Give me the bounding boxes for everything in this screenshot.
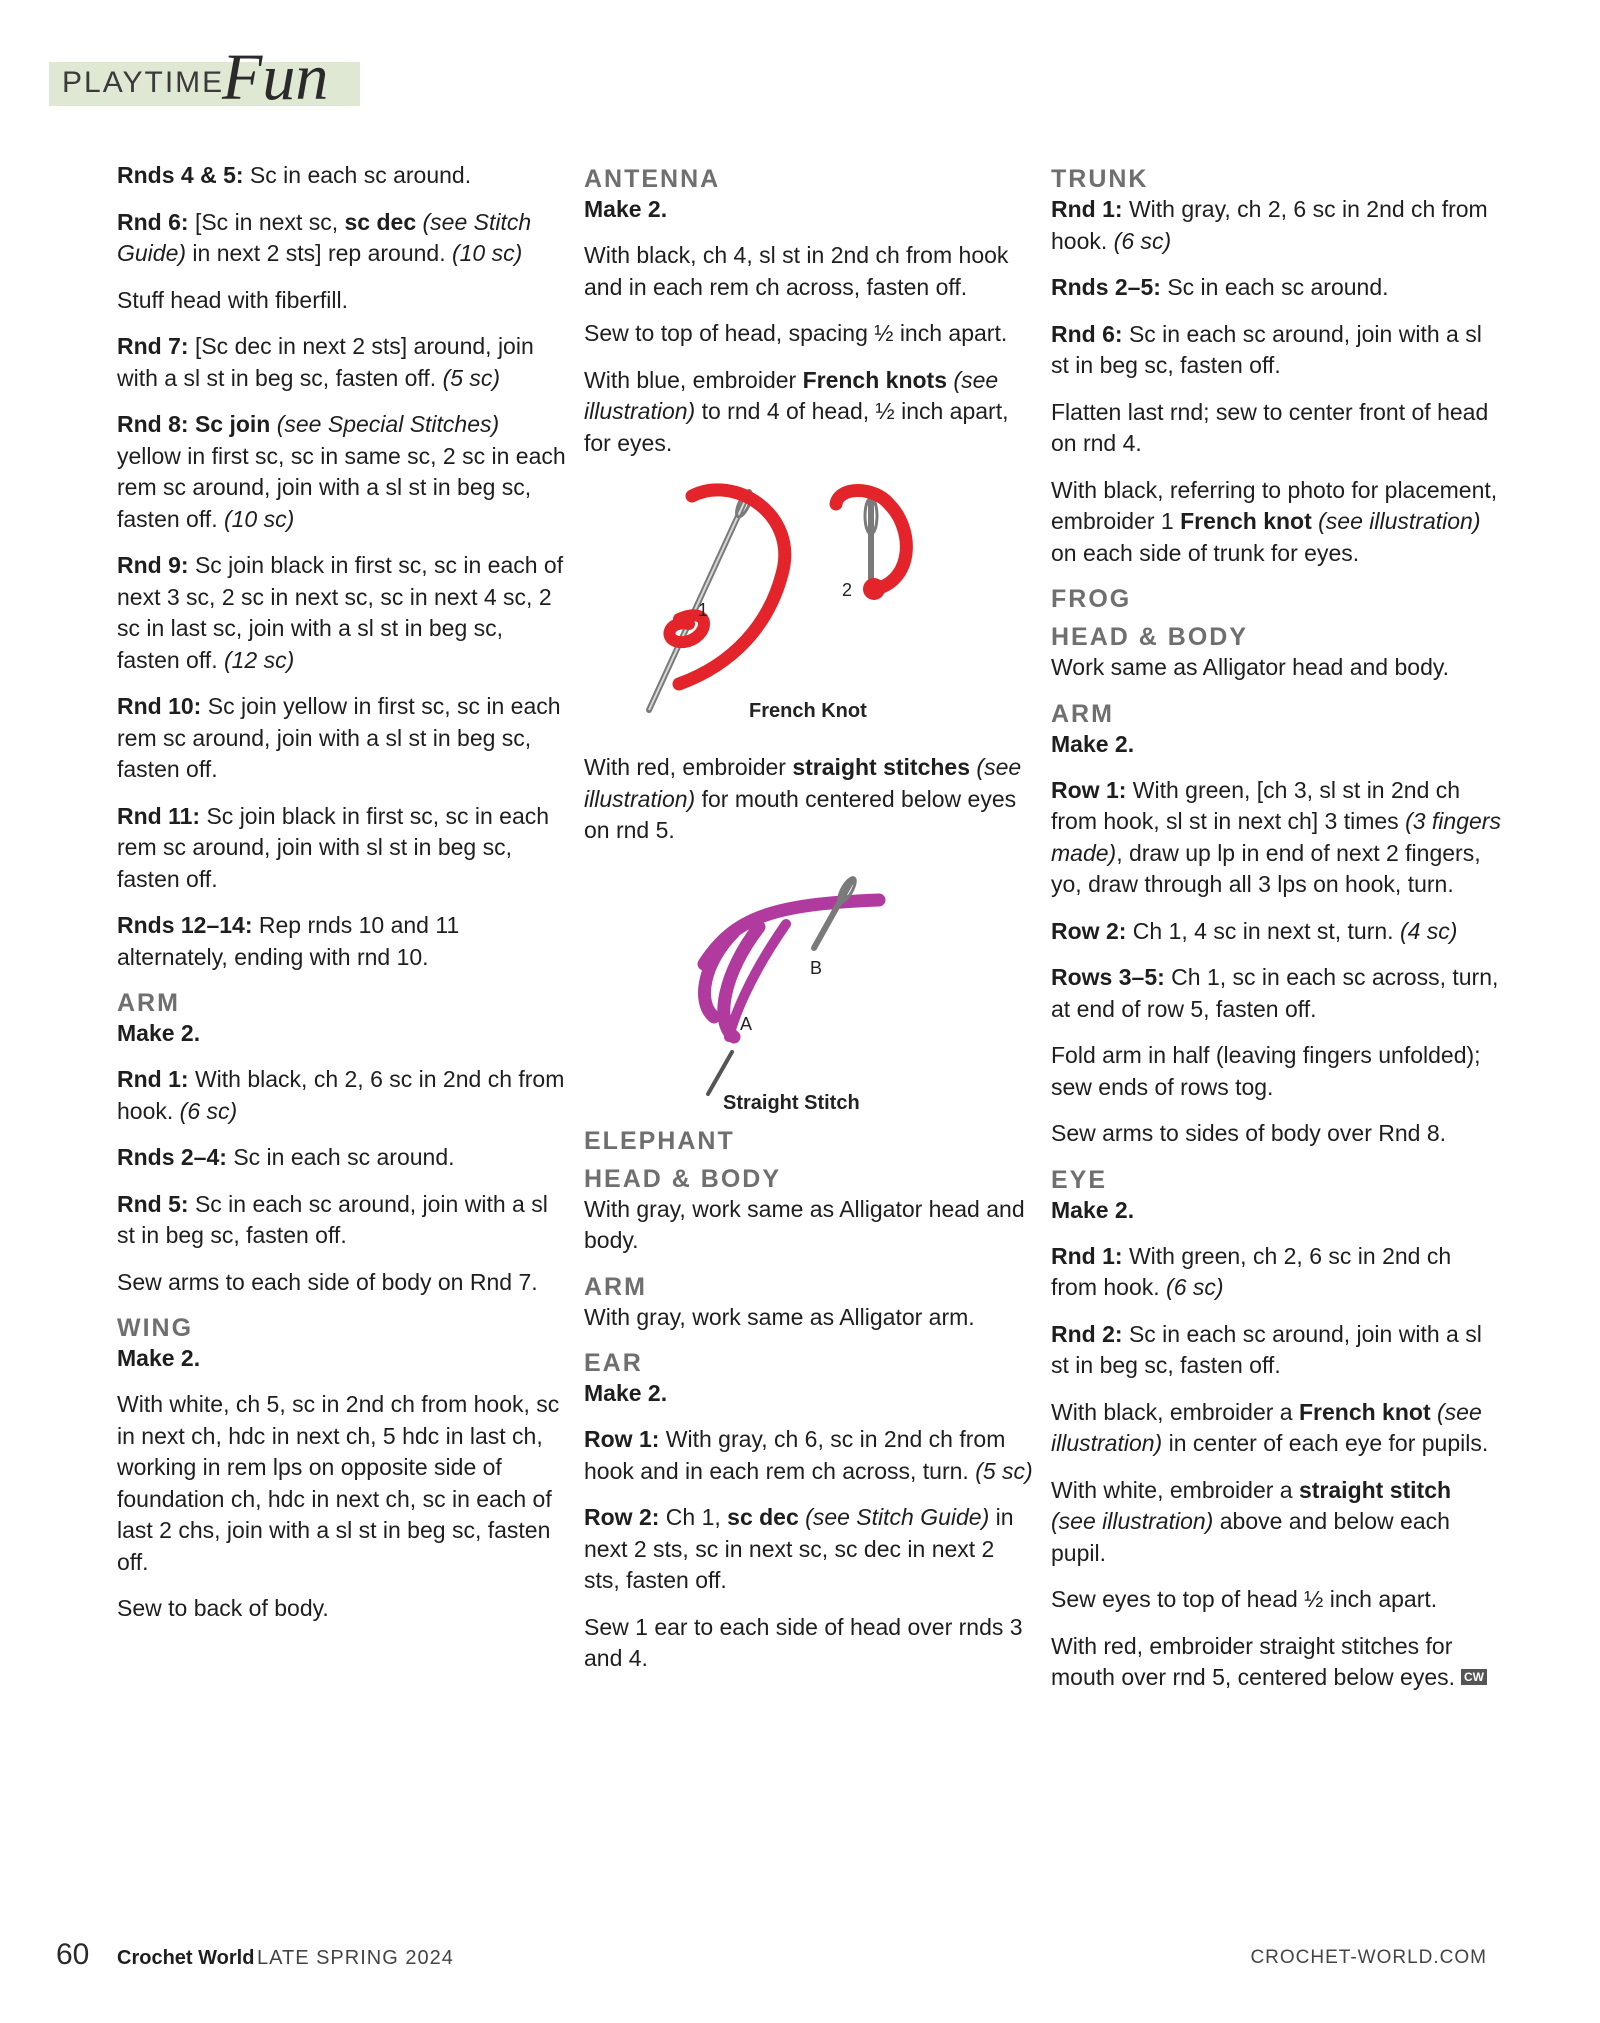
instruction: With white, ch 5, sc in 2nd ch from hook, sc in next ch, hdc in next ch, 5 hdc in last ch, working in rem lps on opposite side of foundation ch, hdc in next ch, sc in each of last 2 chs, join with a sl st in beg sc, fasten off. — [117, 1391, 560, 1575]
french-knot-illustration — [584, 474, 1034, 732]
subsection-heading: ARM — [584, 1272, 647, 1301]
instruction: Rnd 1: With black, ch 2, 6 sc in 2nd ch from hook. (6 sc) — [117, 1066, 565, 1124]
instruction: Row 2: Ch 1, 4 sc in next st, turn. (4 sc) — [1051, 917, 1458, 944]
instruction: Rnd 2: Sc in each sc around, join with a sl st in beg sc, fasten off. — [1051, 1320, 1482, 1378]
instruction: Row 1: With gray, ch 6, sc in 2nd ch from hook and in each rem ch across, turn. (5 sc) — [584, 1426, 1033, 1484]
instruction: Rnds 2–5: Sc in each sc around. — [1051, 274, 1389, 300]
point-label-b: B — [810, 957, 823, 978]
instruction: Rnds 4 & 5: Sc in each sc around. — [117, 162, 472, 188]
make-count: Make 2. — [584, 196, 668, 222]
instruction: With white, embroider a straight stitch (see illustration) above and below each pupil. — [1051, 1476, 1452, 1566]
section-heading: TRUNK — [1051, 165, 1149, 193]
instruction: Rows 3–5: Ch 1, sc in each sc across, turn, at end of row 5, fasten off. — [1051, 964, 1499, 1022]
make-count: Make 2. — [1051, 1196, 1135, 1223]
section-title: PLAYTIME — [62, 66, 225, 99]
instruction: With gray, work same as Alligator arm. — [584, 1303, 975, 1330]
instruction: Rnd 11: Sc join black in first sc, sc in each rem sc around, join with sl st in beg sc, fasten off. — [117, 802, 550, 892]
french-knot-drawing — [584, 474, 1034, 732]
make-count: Make 2. — [117, 1020, 201, 1046]
subsection-heading: HEAD & BODY — [1051, 623, 1249, 651]
section-heading: ARM — [117, 989, 180, 1017]
instruction: With black, referring to photo for placement, embroider 1 French knot (see illustration) on each side of trunk for eyes. — [1051, 476, 1498, 566]
instruction: Rnd 10: Sc join yellow in first sc, sc in each rem sc around, join with a sl st in beg sc, fasten off. — [117, 693, 561, 782]
instruction: Rnds 2–4: Sc in each sc around. — [117, 1144, 455, 1170]
end-mark-badge: CW — [1461, 1669, 1487, 1685]
instruction: Rnd 9: Sc join black in first sc, sc in each of next 3 sc, 2 sc in next sc, sc in next 4 sc, 2 sc in last sc, join with a sl st in beg sc, fasten off. (12 sc) — [117, 552, 564, 673]
column-3 — [1051, 160, 1501, 1709]
instruction: Row 2: Ch 1, sc dec (see Stitch Guide) in next 2 sts, sc in next sc, sc dec in next 2 sts, fasten off. — [584, 1504, 1014, 1593]
instruction: Flatten last rnd; sew to center front of head on rnd 4. — [1051, 398, 1489, 456]
instruction: Row 1: With green, [ch 3, sl st in 2nd ch from hook, sl st in next ch] 3 times (3 fingers made), draw up lp in end of next 2 fingers, yo, draw through all 3 lps on hook, turn. — [1051, 776, 1501, 897]
instruction: Sew to top of head, spacing ½ inch apart. — [584, 320, 1008, 346]
instruction: With blue, embroider French knots (see illustration) to rnd 4 of head, ½ inch apart, for eyes. — [584, 366, 1009, 456]
subsection-heading: HEAD & BODY — [584, 1164, 782, 1193]
issue-date: LATE SPRING 2024 — [257, 1947, 454, 1969]
instruction: Stuff head with fiberfill. — [117, 286, 348, 313]
instruction: With black, ch 4, sl st in 2nd ch from hook and in each rem ch across, fasten off. — [584, 242, 1009, 300]
instruction: Rnd 6: Sc in each sc around, join with a sl st in beg sc, fasten off. — [1051, 320, 1482, 378]
instruction: With red, embroider straight stitches for mouth over rnd 5, centered below eyes. CW — [1051, 1631, 1501, 1694]
subsection-heading: EYE — [1051, 1165, 1108, 1194]
instruction: With gray, work same as Alligator head and body. — [584, 1195, 1025, 1253]
column-1 — [117, 160, 567, 1640]
figure-caption: Straight Stitch — [723, 1091, 860, 1114]
point-label-a: A — [740, 1013, 753, 1034]
step-label-1: 1 — [698, 600, 709, 620]
instruction: Sew to back of body. — [117, 1595, 329, 1621]
instruction: Sew arms to each side of body on Rnd 7. — [117, 1268, 538, 1295]
instruction: With red, embroider straight stitches (see illustration) for mouth centered below eyes on rnd 5. — [584, 754, 1022, 843]
instruction: Rnd 6: [Sc in next sc, sc dec (see Stitch Guide) in next 2 sts] rep around. (10 sc) — [117, 208, 532, 266]
instruction: Sew eyes to top of head ½ inch apart. — [1051, 1586, 1438, 1612]
instruction: Sew 1 ear to each side of head over rnds 3 and 4. — [584, 1613, 1023, 1671]
subsection-heading: EAR — [584, 1349, 643, 1377]
page-number: 60 — [56, 1938, 90, 1971]
website-url: CROCHET-WORLD.COM — [1250, 1947, 1487, 1968]
section-heading: WING — [117, 1314, 194, 1342]
step-label-2: 2 — [842, 580, 853, 600]
straight-stitch-illustration — [584, 862, 1034, 1120]
straight-stitch-drawing — [584, 862, 1034, 1120]
magazine-name: Crochet World — [117, 1947, 255, 1969]
section-script-title: Fun — [222, 41, 329, 114]
section-heading: FROG — [1051, 585, 1132, 613]
instruction: Rnd 1: With green, ch 2, 6 sc in 2nd ch from hook. (6 sc) — [1051, 1242, 1452, 1300]
instruction: Rnd 5: Sc in each sc around, join with a sl st in beg sc, fasten off. — [117, 1190, 548, 1248]
section-heading: ANTENNA — [584, 165, 721, 193]
figure-caption: French Knot — [749, 700, 867, 722]
instruction: Work same as Alligator head and body. — [1051, 654, 1450, 680]
instruction: Rnds 12–14: Rep rnds 10 and 11 alternately, ending with rnd 10. — [117, 912, 460, 970]
make-count: Make 2. — [1051, 730, 1135, 757]
make-count: Make 2. — [117, 1345, 201, 1371]
instruction: Fold arm in half (leaving fingers unfolded); sew ends of rows tog. — [1051, 1042, 1481, 1100]
section-heading: ELEPHANT — [584, 1126, 735, 1155]
instruction: Rnd 1: With gray, ch 2, 6 sc in 2nd ch from hook. (6 sc) — [1051, 196, 1488, 254]
instruction: With black, embroider a French knot (see illustration) in center of each eye for pupils. — [1051, 1398, 1489, 1456]
column-2 — [584, 160, 1034, 1690]
instruction: Sew arms to sides of body over Rnd 8. — [1051, 1120, 1447, 1146]
instruction: Rnd 7: [Sc dec in next 2 sts] around, join with a sl st in beg sc, fasten off. (5 sc) — [117, 333, 534, 391]
instruction: Rnd 8: Sc join (see Special Stitches) yellow in first sc, sc in same sc, 2 sc in each rem sc around, join with a sl st in beg sc, fasten off. (10 sc) — [117, 411, 566, 532]
subsection-heading: ARM — [1051, 699, 1114, 728]
make-count: Make 2. — [584, 1380, 668, 1406]
